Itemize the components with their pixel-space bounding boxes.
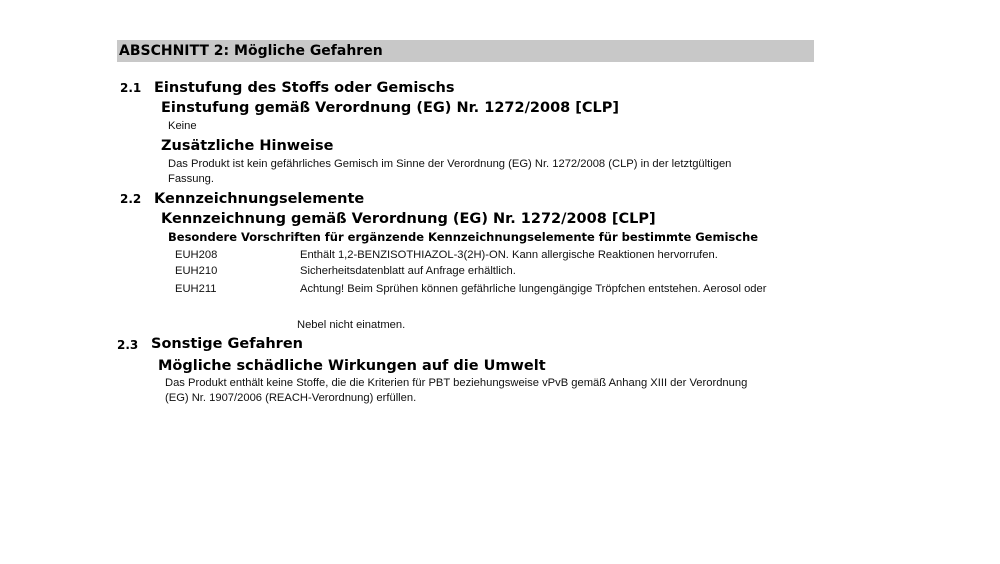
subsection-number-2-1: 2.1: [120, 81, 142, 95]
subsection-heading-2-3: Sonstige Gefahren: [151, 336, 303, 352]
clp-labelling-heading: Kennzeichnung gemäß Verordnung (EG) Nr. 1272/2008 [CLP]: [161, 211, 656, 227]
hazard-code: EUH210: [175, 265, 218, 277]
special-provisions-heading: Besondere Vorschriften für ergänzende Kennzeichnungselemente für bestimmte Gemische: [168, 230, 759, 244]
hazard-code: EUH208: [175, 249, 218, 261]
hazard-statement: Sicherheitsdatenblatt auf Anfrage erhältlich.: [300, 265, 516, 277]
additional-notes-line-2: Fassung.: [168, 173, 215, 185]
hazard-statement: Achtung! Beim Sprühen können gefährliche lungengängige Tröpfchen entstehen. Aerosol oder: [300, 283, 767, 295]
subsection-number-2-2: 2.2: [120, 192, 142, 206]
environment-effects-line-2: (EG) Nr. 1907/2006 (REACH-Verordnung) erfüllen.: [165, 392, 417, 404]
subsection-heading-2-2: Kennzeichnungselemente: [154, 191, 365, 207]
clp-classification-heading: Einstufung gemäß Verordnung (EG) Nr. 1272/2008 [CLP]: [161, 100, 620, 116]
section-title: ABSCHNITT 2: Mögliche Gefahren: [119, 43, 383, 59]
additional-notes-line-1: Das Produkt ist kein gefährliches Gemisch im Sinne der Verordnung (EG) Nr. 1272/2008 (CLP) in der letztgültigen: [168, 158, 732, 170]
additional-notes-heading: Zusätzliche Hinweise: [161, 138, 334, 154]
hazard-statement-continuation: Nebel nicht einatmen.: [297, 319, 406, 331]
subsection-number-2-3: 2.3: [117, 338, 139, 352]
environment-effects-line-1: Das Produkt enthält keine Stoffe, die die Kriterien für PBT beziehungsweise vPvB gemäß Anhang XIII der Verordnung: [165, 377, 748, 389]
clp-classification-value: Keine: [168, 120, 197, 132]
hazard-statement: Enthält 1,2-BENZISOTHIAZOL-3(2H)-ON. Kann allergische Reaktionen hervorrufen.: [300, 249, 718, 261]
hazard-code: EUH211: [175, 283, 217, 295]
subsection-heading-2-1: Einstufung des Stoffs oder Gemischs: [154, 80, 455, 96]
environment-effects-heading: Mögliche schädliche Wirkungen auf die Umwelt: [158, 358, 546, 374]
